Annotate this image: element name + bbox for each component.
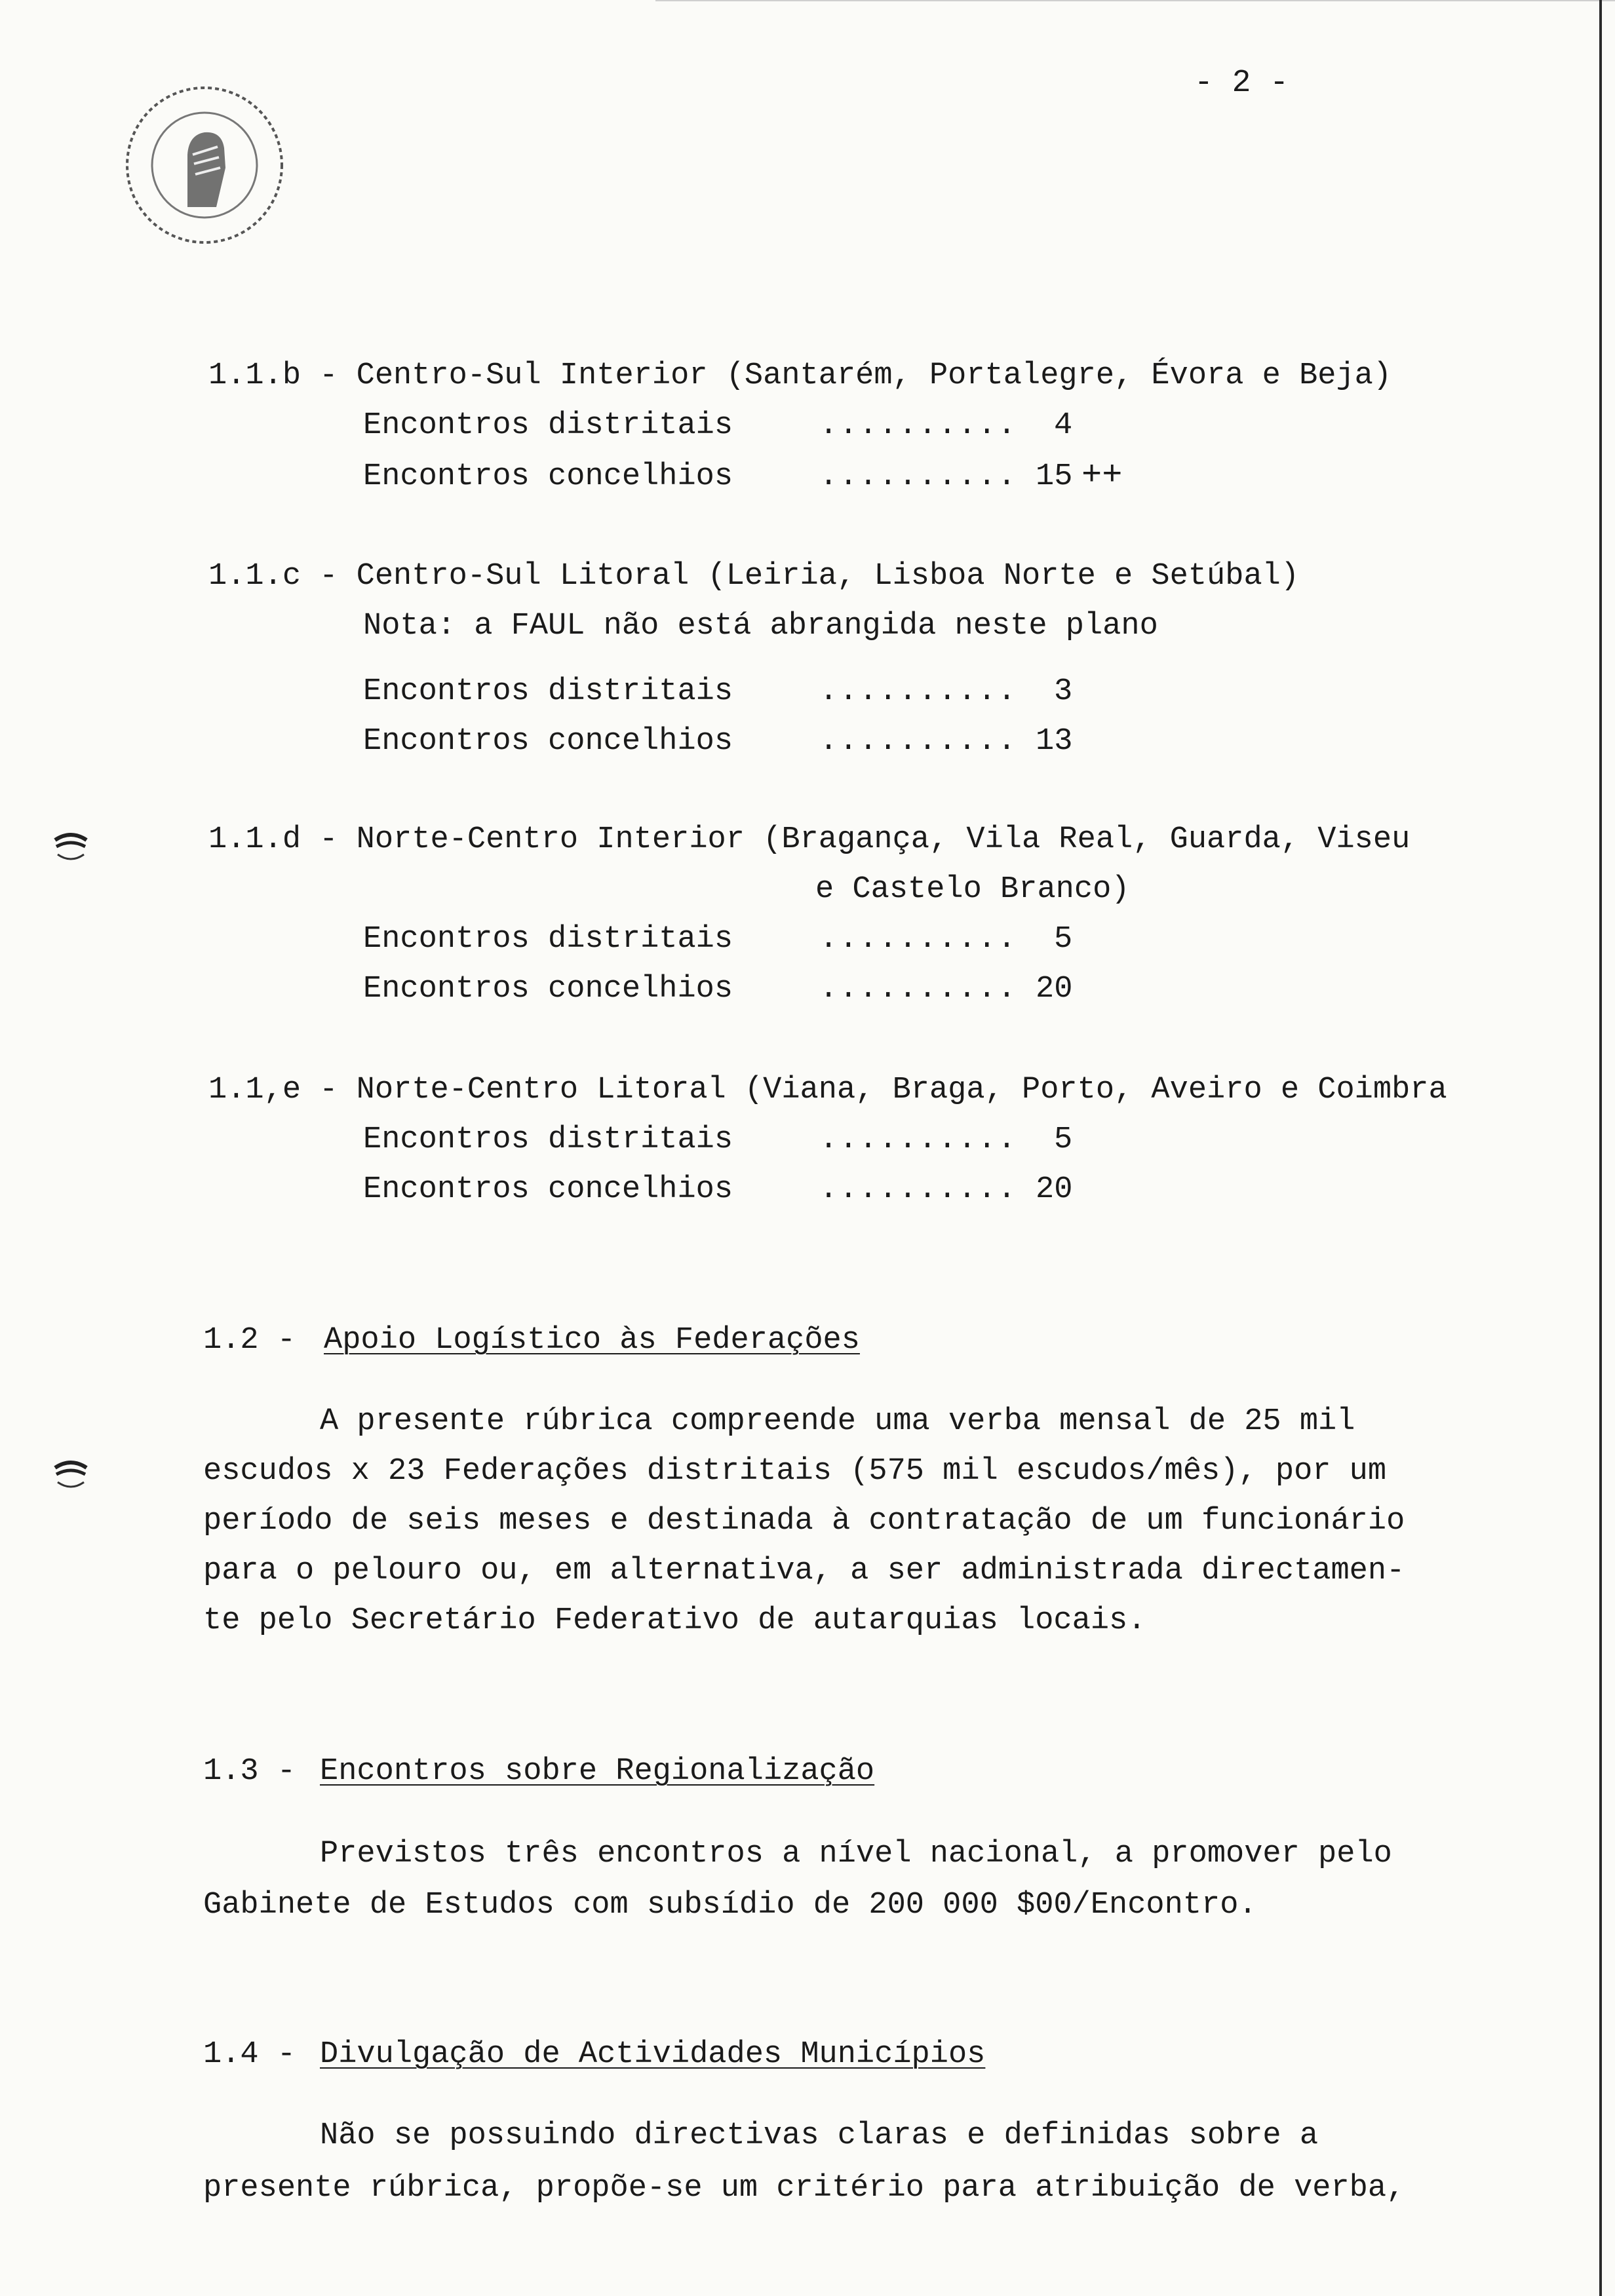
top-edge-rule bbox=[655, 0, 1615, 1]
section-number: 1.4 - bbox=[203, 2037, 296, 2072]
paragraph-line: presente rúbrica, propõe-se um critério para atribuição de verba, bbox=[203, 2171, 1405, 2206]
margin-punch-mark bbox=[51, 827, 90, 866]
row-label: Encontros distritais bbox=[363, 1122, 733, 1157]
page-number: - 2 - bbox=[1194, 66, 1289, 101]
paragraph-line: Gabinete de Estudos com subsídio de 200 000 $00/Encontro. bbox=[203, 1888, 1257, 1923]
handwritten-cross-marks: ++ bbox=[1081, 456, 1123, 495]
row-value: 3 bbox=[1054, 674, 1073, 709]
right-edge-rule bbox=[1599, 0, 1602, 2296]
section-1-1-b-heading: 1.1.b - Centro-Sul Interior (Santarém, Portalegre, Évora e Beja) bbox=[208, 358, 1392, 393]
leader-dots: .......... bbox=[819, 922, 1018, 957]
leader-dots: .......... bbox=[819, 724, 1018, 759]
paragraph-line: te pelo Secretário Federativo de autarquias locais. bbox=[203, 1603, 1146, 1638]
row-label: Encontros distritais bbox=[363, 674, 733, 709]
row-value: 20 bbox=[1036, 972, 1073, 1006]
margin-punch-mark bbox=[51, 1455, 90, 1494]
section-heading-continuation: e Castelo Branco) bbox=[815, 872, 1130, 907]
paragraph-line: Previstos três encontros a nível nacional, a promover pelo bbox=[320, 1837, 1392, 1871]
row-label: Encontros concelhios bbox=[363, 1172, 733, 1207]
paragraph-line: A presente rúbrica compreende uma verba mensal de 25 mil bbox=[320, 1404, 1355, 1439]
section-1-4-title: Divulgação de Actividades Municípios bbox=[320, 2037, 986, 2072]
section-1-1-d-heading: 1.1.d - Norte-Centro Interior (Bragança, Vila Real, Guarda, Viseu bbox=[208, 822, 1411, 857]
row-value: 13 bbox=[1036, 724, 1073, 759]
row-value: 5 bbox=[1054, 1122, 1073, 1157]
row-label: Encontros concelhios bbox=[363, 724, 733, 759]
section-number: 1.3 - bbox=[203, 1754, 296, 1789]
leader-dots: .......... bbox=[819, 674, 1018, 709]
leader-dots: .......... bbox=[819, 1172, 1018, 1207]
section-note: Nota: a FAUL não está abrangida neste plano bbox=[363, 609, 1158, 643]
section-1-3-title: Encontros sobre Regionalização bbox=[320, 1754, 875, 1789]
paragraph-line: escudos x 23 Federações distritais (575 mil escudos/mês), por um bbox=[203, 1454, 1387, 1489]
paragraph-line: Não se possuindo directivas claras e definidas sobre a bbox=[320, 2118, 1319, 2153]
row-label: Encontros distritais bbox=[363, 922, 733, 957]
row-value: 15 bbox=[1036, 459, 1073, 494]
section-1-1-c-heading: 1.1.c - Centro-Sul Litoral (Leiria, Lisboa Norte e Setúbal) bbox=[208, 559, 1300, 594]
leader-dots: .......... bbox=[819, 1122, 1018, 1157]
row-value: 20 bbox=[1036, 1172, 1073, 1207]
section-1-1-e-heading: 1.1,e - Norte-Centro Litoral (Viana, Braga, Porto, Aveiro e Coimbra bbox=[208, 1073, 1447, 1107]
section-number: 1.2 - bbox=[203, 1323, 296, 1358]
row-value: 5 bbox=[1054, 922, 1073, 957]
leader-dots: .......... bbox=[819, 408, 1018, 443]
row-label: Encontros concelhios bbox=[363, 972, 733, 1006]
row-label: Encontros concelhios bbox=[363, 459, 733, 494]
row-value: 4 bbox=[1054, 408, 1073, 443]
paragraph-line: período de seis meses e destinada à contratação de um funcionário bbox=[203, 1504, 1405, 1539]
section-1-2-title: Apoio Logístico às Federações bbox=[324, 1323, 860, 1358]
leader-dots: .......... bbox=[819, 972, 1018, 1006]
party-seal-logo bbox=[115, 76, 294, 254]
row-label: Encontros distritais bbox=[363, 408, 733, 443]
paragraph-line: para o pelouro ou, em alternativa, a ser administrada directamen- bbox=[203, 1554, 1405, 1588]
leader-dots: .......... bbox=[819, 459, 1018, 494]
